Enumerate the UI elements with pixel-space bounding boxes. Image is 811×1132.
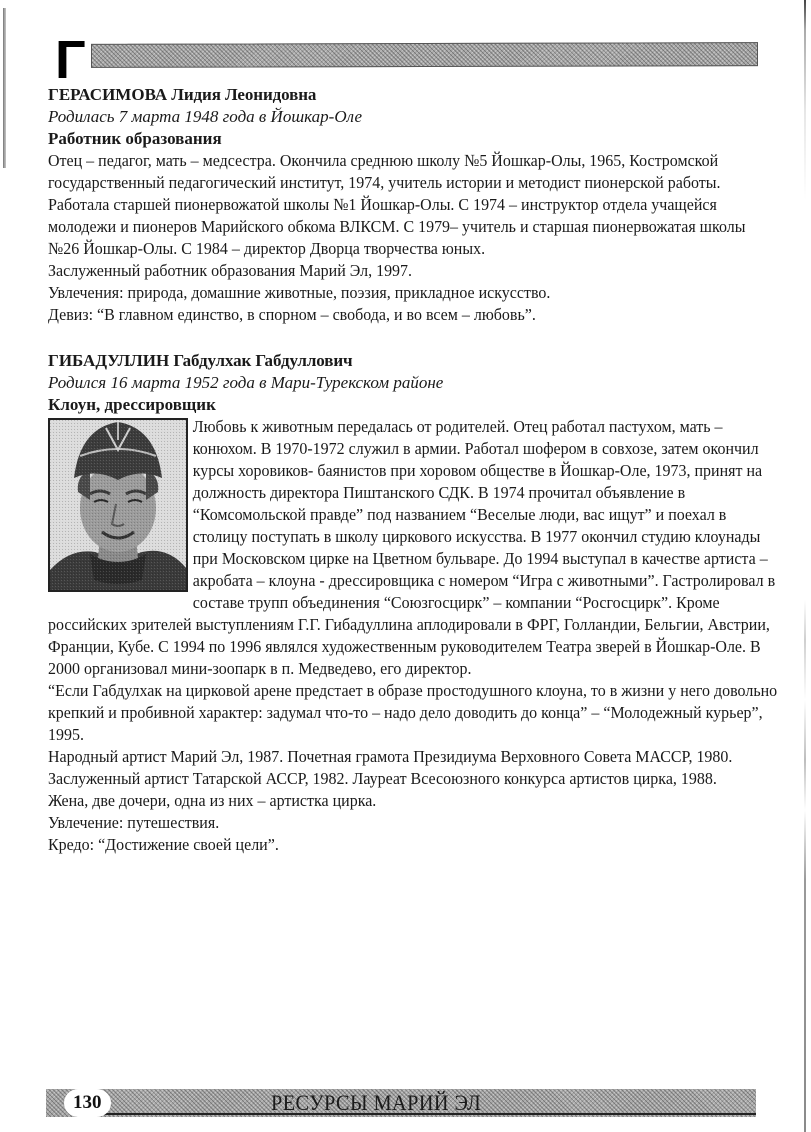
entry-paragraph: Народный артист Марий Эл, 1987. Почетная грамота Президиума Верховного Совета МАССР, 1980. Заслуженный артист Татарской АССР, 1982. Лауреат Всесоюзного конкурса артистов цирка, 1988.: [48, 747, 733, 788]
section-header-bar: [91, 42, 758, 68]
entry-role: Клоун, дрессировщик: [48, 395, 216, 414]
entry-paragraph: Увлечение: путешествия.: [48, 813, 220, 832]
entry-gerasimova: [48, 84, 778, 326]
entry-paragraph: “Если Габдулхак на цирковой арене предстает в образе простодушного клоуна, то в жизни у него довольно крепкий и пробивной характер: задумал что-то – надо дело доводить до конца” – “Молодежный курьер”, 1995.: [48, 681, 778, 744]
section-header: [55, 30, 765, 90]
entry-paragraph: Любовь к животным передалась от родителей. Отец работал пастухом, мать – конюхом. В 1970-1972 служил в армии. Работал шофером в совхозе, затем окончил курсы хоровиков- баянистов при хоровом обществе в Йошкар-Оле, 1973, принят на должность директора Пиштанского СДК. В 1974 прочитал объявление в “Комсомольской правде” под названием “Веселые люди, вас ищут” и поехал в столицу поступать в школу циркового искусства. В 1977 окончил студию клоунады при Московском цирке на Цветном бульваре. До 1994 выступал в качестве артиста – акробата – клоуна - дрессировщика с номером “Игра с животными”. Гастролировал в составе трупп объединения “Союзгосцирк” – компании “Росгосцирк”. Кроме российских зрителей выступлениям Г.Г. Гибадуллина аплодировали в ФРГ, Голландии, Бельгии, Австрии, Франции, Кубе. С 1994 по 1996 являлся художественным руководителем Театра зверей в Йошкар-Оле. В 2000 организовал мини-зоопарк в п. Медведево, его директор.: [48, 417, 776, 678]
page-content: [48, 84, 778, 856]
entry-paragraph: Кредо: “Достижение своей цели”.: [48, 835, 279, 854]
entry-name: [48, 84, 778, 106]
scan-edge-right: [804, 0, 806, 1132]
entry-paragraph: Жена, две дочери, одна из них – артистка цирка.: [48, 791, 377, 810]
entry-paragraph: Заслуженный работник образования Марий Эл, 1997.: [48, 261, 413, 280]
entry-given-names: Лидия Леонидовна: [171, 85, 317, 104]
entry-role: Работник образования: [48, 129, 222, 148]
entry-paragraph: Увлечения: природа, домашние животные, поэзия, прикладное искусство.: [48, 283, 551, 302]
scan-edge-left: [3, 8, 6, 168]
entry-body: [48, 416, 778, 856]
page-number: 130: [64, 1089, 111, 1117]
entry-paragraph: Отец – педагог, мать – медсестра. Окончила среднюю школу №5 Йошкар-Олы, 1965, Костромской государственный педагогический институт, 1974, учитель истории и методист пионерской работы. Работала старшей пионервожатой школы №1 Йошкар-Олы. С 1974 – инструктор отдела учащейся молодежи и пионеров Марийского обкома ВЛКСМ. С 1979– учитель и старшая пионервожатая школы №26 Йошкар-Олы. С 1984 – директор Дворца творчества юных.: [48, 151, 746, 258]
publication-title: РЕСУРСЫ МАРИЙ ЭЛ: [271, 1090, 482, 1115]
entry-surname: ГИБАДУЛЛИН: [48, 351, 170, 370]
entry-birth: Родилась 7 марта 1948 года в Йошкар-Оле: [48, 107, 363, 126]
entry-given-names: Габдулхак Габдуллович: [173, 351, 353, 370]
entry-gibadullin: [48, 350, 778, 856]
entry-birth: Родился 16 марта 1952 года в Мари-Турекском районе: [48, 373, 444, 392]
entry-paragraph: Девиз: “В главном единство, в спорном – свобода, и во всем – любовь”.: [48, 305, 536, 324]
section-letter: Г: [55, 30, 86, 90]
page-footer: [46, 1089, 756, 1119]
entry-surname: ГЕРАСИМОВА: [48, 85, 168, 104]
entry-name: [48, 350, 778, 372]
